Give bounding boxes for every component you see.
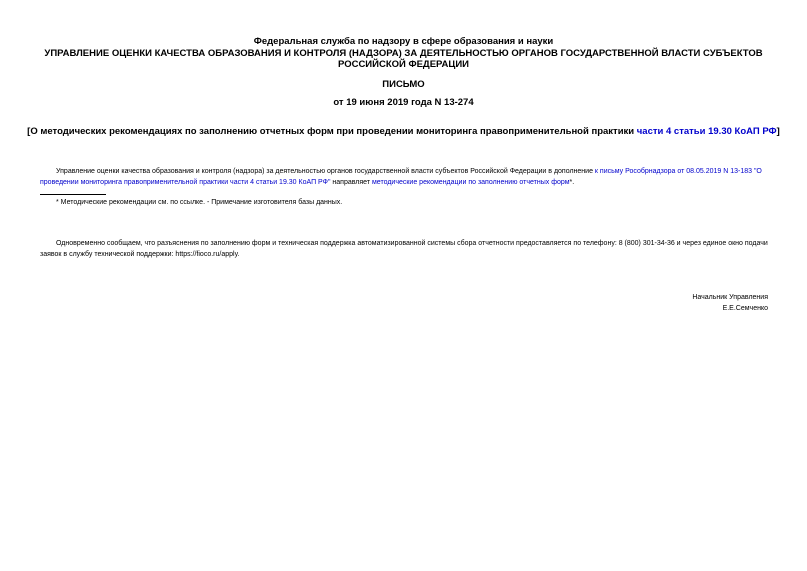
paragraph-intro-text1: Управление оценки качества образования и контроля (надзора) за деятельностью органов государственной власти субъектов Российской Федерации в дополнение: [56, 168, 595, 175]
letter-reference-link[interactable]: к письму Рособрнадзора от 08.05.2019 N 13-183 "О проведении мониторинга правоприменительной практики части 4 статьи 19.30 КоАП РФ": [40, 168, 762, 186]
footnote: * Методические рекомендации см. по ссылке. - Примечание изготовителя базы данных.: [56, 199, 343, 206]
signature-block: [692, 292, 768, 314]
agency-name: Федеральная служба по надзору в сфере образования и науки: [253, 36, 554, 47]
title-close-bracket: ]: [776, 126, 780, 137]
recommendations-link[interactable]: методические рекомендации по заполнению отчетных форм: [371, 179, 570, 186]
department-name: УПРАВЛЕНИЕ ОЦЕНКИ КАЧЕСТВА ОБРАЗОВАНИЯ И КОНТРОЛЯ (НАДЗОРА) ЗА ДЕЯТЕЛЬНОСТЬЮ ОРГАНОВ ГОСУДАРСТВЕННОЙ ВЛАСТИ СУБЪЕКТОВ: [44, 47, 763, 59]
signature-position: Начальник Управления: [692, 294, 768, 301]
paragraph-support: Одновременно сообщаем, что разъяснения по заполнению форм и техническая поддержка автоматизированной системы сбора отчетности предоставляется по телефону: 8 (800) 301-34-36 и через единое окно подачи заявок в службу технической поддержки: https://fioco.ru/apply.: [40, 240, 768, 258]
title-law-link[interactable]: части 4 статьи 19.30 КоАП РФ: [636, 126, 777, 137]
department-name-line2: РОССИЙСКОЙ ФЕДЕРАЦИИ: [337, 59, 469, 70]
paragraph-intro-text2: направляет: [330, 179, 372, 186]
footnote-divider: [40, 194, 106, 195]
paragraph-intro-text3: *.: [569, 179, 575, 186]
document-header: [0, 36, 807, 71]
paragraph-intro: [40, 166, 768, 188]
title-text: [О методических рекомендациях по заполнению отчетных форм при проведении мониторинга правоприменительной практики: [27, 126, 637, 137]
document-type: ПИСЬМО: [382, 79, 425, 90]
document-title: [0, 126, 807, 137]
document-date: от 19 июня 2019 года N 13-274: [333, 97, 474, 108]
signature-name: Е.Е.Семченко: [722, 305, 768, 312]
